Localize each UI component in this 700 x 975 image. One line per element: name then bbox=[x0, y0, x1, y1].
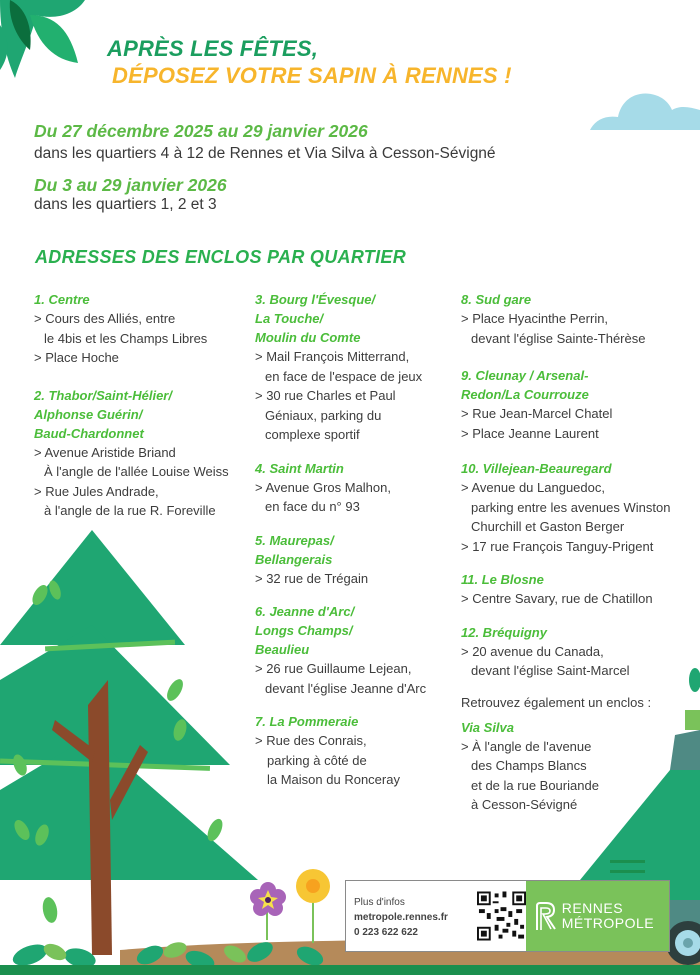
title-line-1: APRÈS LES FÊTES, bbox=[107, 36, 319, 61]
quartier-6 bbox=[255, 602, 490, 698]
address-line: > Avenue Aristide Briand bbox=[34, 444, 176, 460]
address-line: > Place Hyacinthe Perrin, bbox=[461, 311, 609, 326]
quartier-11 bbox=[461, 570, 696, 609]
quartier-title: 12. Bréquigny bbox=[461, 624, 547, 640]
brand-line-1: RENNES bbox=[561, 900, 624, 916]
quartier-via-silva bbox=[461, 718, 696, 815]
address-line: en face du n° 93 bbox=[265, 499, 360, 514]
quartier-7 bbox=[255, 712, 490, 790]
quartier-title: 9. Cleunay / Arsenal- bbox=[461, 368, 589, 383]
address-line: > Avenue du Languedoc, bbox=[461, 480, 605, 495]
footer-info-box bbox=[345, 880, 670, 952]
address-line: devant l'église Jeanne d'Arc bbox=[265, 680, 427, 696]
quartier-3 bbox=[255, 290, 490, 445]
quartier-12 bbox=[461, 623, 696, 681]
column-1 bbox=[34, 290, 269, 533]
address-line: et de la rue Bouriande bbox=[471, 777, 599, 793]
contact-info bbox=[346, 881, 467, 951]
address-line: en face de l'espace de jeux bbox=[265, 368, 423, 384]
purple-flower-icon bbox=[250, 882, 286, 942]
address-line: Géniaux, parking du bbox=[265, 407, 382, 423]
address-line: > Rue des Conrais, bbox=[255, 733, 367, 748]
quartier-title: 11. Le Blosne bbox=[461, 572, 544, 587]
quartier-title: 1. Centre bbox=[34, 292, 90, 307]
quartier-title: 5. Maurepas/ bbox=[255, 532, 334, 548]
address-line: Churchill et Gaston Berger bbox=[471, 519, 625, 534]
info-label: Plus d'infos bbox=[354, 897, 405, 908]
address-line: > Place Hoche bbox=[34, 350, 119, 365]
quartier-9 bbox=[461, 366, 696, 443]
address-line: > 32 rue de Trégain bbox=[255, 570, 369, 586]
website-link[interactable]: metropole.rennes.fr bbox=[354, 912, 448, 923]
quartier-title: Via Silva bbox=[461, 719, 514, 735]
address-line: À l'angle de l'allée Louise Weiss bbox=[44, 464, 229, 479]
address-line: à l'angle de la rue R. Foreville bbox=[44, 503, 216, 518]
quartier-4 bbox=[255, 459, 490, 517]
column-3 bbox=[461, 290, 696, 827]
quartier-1 bbox=[34, 290, 269, 368]
quartier-title: Bellangerais bbox=[255, 551, 333, 567]
quartier-title: Longs Champs/ bbox=[255, 623, 353, 638]
quartier-8 bbox=[461, 290, 696, 348]
quartier-title: 6. Jeanne d'Arc/ bbox=[255, 604, 355, 619]
quartier-5 bbox=[255, 531, 490, 589]
period-1-dates: Du 27 décembre 2025 au 29 janvier 2026 bbox=[34, 121, 368, 141]
rennes-metropole-logo bbox=[526, 881, 669, 951]
phone-number[interactable]: 0 223 622 622 bbox=[354, 927, 418, 938]
column-2 bbox=[255, 290, 490, 802]
address-line: > 26 rue Guillaume Lejean, bbox=[255, 661, 412, 676]
address-line: > À l'angle de l'avenue bbox=[461, 738, 592, 754]
period-2-detail: dans les quartiers 1, 2 et 3 bbox=[34, 196, 217, 213]
extra-note: Retrouvez également un enclos : bbox=[461, 694, 652, 710]
quartier-title: 2. Thabor/Saint-Hélier/ bbox=[34, 387, 172, 403]
address-line: > Place Jeanne Laurent bbox=[461, 425, 599, 441]
rennes-r-logo-icon bbox=[534, 902, 556, 930]
brand-line-2: MÉTROPOLE bbox=[561, 915, 655, 931]
address-line: > 20 avenue du Canada, bbox=[461, 643, 604, 659]
quartier-title: 8. Sud gare bbox=[461, 292, 532, 307]
address-line: > Rue Jules Andrade, bbox=[34, 483, 159, 499]
yellow-flower-icon bbox=[295, 868, 331, 943]
address-line: > Rue Jean-Marcel Chatel bbox=[461, 406, 613, 421]
address-line: la Maison du Ronceray bbox=[267, 772, 400, 787]
quartier-title: Moulin du Comte bbox=[255, 330, 361, 345]
address-line: > Centre Savary, rue de Chatillon bbox=[461, 591, 653, 606]
quartier-title: 10. Villejean-Beauregard bbox=[461, 461, 612, 476]
leaves-decoration-icon bbox=[0, 0, 90, 80]
quartier-title: 3. Bourg l'Évesque/ bbox=[255, 292, 376, 307]
quartier-title: 7. La Pommeraie bbox=[255, 714, 359, 729]
quartier-title: Beaulieu bbox=[255, 642, 310, 657]
period-1-detail: dans les quartiers 4 à 12 de Rennes et Via Silva à Cesson-Sévigné bbox=[34, 145, 496, 162]
quartier-title: Redon/La Courrouze bbox=[461, 387, 589, 402]
address-line: parking à côté de bbox=[267, 752, 367, 768]
address-line: parking entre les avenues Winston bbox=[471, 499, 671, 515]
quartier-title: Alphonse Guérin/ bbox=[34, 406, 143, 422]
cloud-icon bbox=[590, 85, 700, 130]
address-line: > Mail François Mitterrand, bbox=[255, 349, 410, 364]
address-line: devant l'église Saint-Marcel bbox=[471, 663, 630, 678]
address-line: complexe sportif bbox=[265, 427, 360, 442]
section-title: ADRESSES DES ENCLOS PAR QUARTIER bbox=[35, 247, 406, 267]
quartier-10 bbox=[461, 459, 696, 556]
qr-code-icon[interactable] bbox=[477, 891, 526, 941]
address-line: à Cesson-Sévigné bbox=[471, 797, 578, 812]
address-line: > Cours des Alliés, entre bbox=[34, 311, 176, 326]
quartier-title: Baud-Chardonnet bbox=[34, 425, 144, 441]
address-line: devant l'église Sainte-Thérèse bbox=[471, 330, 646, 346]
address-line: > 17 rue François Tanguy-Prigent bbox=[461, 538, 654, 554]
period-2-dates: Du 3 au 29 janvier 2026 bbox=[34, 175, 227, 195]
title-line-2: DÉPOSEZ VOTRE SAPIN À RENNES ! bbox=[112, 63, 512, 88]
address-line: > 30 rue Charles et Paul bbox=[255, 388, 396, 403]
address-line: le 4bis et les Champs Libres bbox=[44, 330, 208, 346]
quartier-title: La Touche/ bbox=[255, 311, 324, 326]
quartier-title: 4. Saint Martin bbox=[255, 460, 344, 476]
address-line: des Champs Blancs bbox=[471, 758, 587, 773]
quartier-2 bbox=[34, 386, 269, 521]
address-line: > Avenue Gros Malhon, bbox=[255, 479, 391, 495]
